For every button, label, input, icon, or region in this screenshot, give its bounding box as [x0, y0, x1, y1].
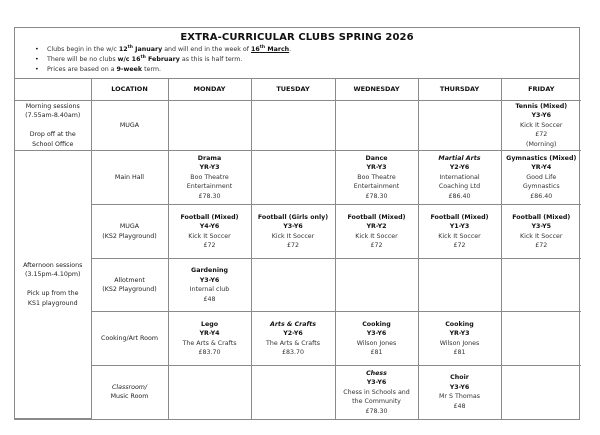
table-row: [15, 366, 581, 419]
cell-wednesday-empty: [335, 101, 418, 151]
club-choir-thursday: Choir Y3-Y6 Mr S Thomas £48: [418, 366, 501, 419]
cell-thursday-empty: [418, 259, 501, 312]
header-friday: FRIDAY: [501, 79, 581, 101]
afternoon-session-label: Afternoon sessions (3.15pm-4.10pm) Pick up from the KS1 playground: [15, 151, 91, 419]
location-main-hall: Main Hall: [91, 151, 168, 205]
header-location: LOCATION: [91, 79, 168, 101]
club-dance-wednesday: Dance YR-Y3 Boo Theatre Entertainment £78.30: [335, 151, 418, 205]
location-muga-morning: MUGA: [91, 101, 168, 151]
table-row: [15, 101, 581, 151]
club-martial-arts-thursday: Martial Arts Y2-Y6 International Coaching Ltd £86.40: [418, 151, 501, 205]
header-row: [15, 79, 581, 101]
cell-wednesday-empty: [335, 259, 418, 312]
club-gymnastics-friday: Gymnastics (Mixed) YR-Y4 Good Life Gymnastics £86.40: [501, 151, 581, 205]
page-title: EXTRA-CURRICULAR CLUBS SPRING 2026: [180, 32, 414, 43]
club-football-tuesday: Football (Girls only) Y3-Y6 Kick It Soccer £72: [251, 205, 335, 259]
club-football-friday: Football (Mixed) Y3-Y5 Kick It Soccer £72: [501, 205, 581, 259]
location-muga-ks2: MUGA (KS2 Playground): [91, 205, 168, 259]
intro-section: [15, 28, 579, 79]
club-drama-monday: Drama YR-Y3 Boo Theatre Entertainment £78.30: [168, 151, 251, 205]
cell-tuesday-empty: [251, 366, 335, 419]
club-cooking-thursday: Cooking YR-Y3 Wilson Jones £81: [418, 312, 501, 366]
location-cooking-art-room: Cooking/Art Room: [91, 312, 168, 366]
header-tuesday: TUESDAY: [251, 79, 335, 101]
club-arts-crafts-tuesday: Arts & Crafts Y2-Y6 The Arts & Crafts £83.70: [251, 312, 335, 366]
cell-tuesday-empty: [251, 259, 335, 312]
header-wednesday: WEDNESDAY: [335, 79, 418, 101]
morning-session-label: Morning sessions (7.55am-8.40am) Drop off at the School Office: [15, 101, 91, 151]
clubs-timetable-document: [14, 27, 580, 420]
table-row: [15, 259, 581, 312]
cell-monday-empty: [168, 101, 251, 151]
club-football-monday: Football (Mixed) Y4-Y6 Kick It Soccer £72: [168, 205, 251, 259]
club-football-thursday: Football (Mixed) Y1-Y3 Kick It Soccer £72: [418, 205, 501, 259]
note-start-end: • Clubs begin in the w/c 12th January and will end in the week of 16th March.: [35, 45, 291, 55]
note-pricing: • Prices are based on a 9-week term.: [35, 65, 291, 75]
table-row: [15, 205, 581, 259]
table-row: [15, 151, 581, 205]
club-cooking-wednesday: Cooking Y3-Y6 Wilson Jones £81: [335, 312, 418, 366]
club-chess-wednesday: Chess Y3-Y6 Chess in Schools and the Community £78.30: [335, 366, 418, 419]
cell-monday-empty: [168, 366, 251, 419]
header-thursday: THURSDAY: [418, 79, 501, 101]
location-classroom-music-room: Classroom/ Music Room: [91, 366, 168, 419]
header-monday: MONDAY: [168, 79, 251, 101]
header-blank: [15, 79, 91, 101]
cell-thursday-empty: [418, 101, 501, 151]
cell-friday-empty: [501, 312, 581, 366]
cell-friday-empty: [501, 366, 581, 419]
cell-tuesday-empty: [251, 151, 335, 205]
location-allotment: Allotment (KS2 Playground): [91, 259, 168, 312]
notes-list: [35, 45, 291, 75]
note-half-term: • There will be no clubs w/c 16th February as this is half term.: [35, 55, 291, 65]
club-tennis-friday: Tennis (Mixed) Y3-Y6 Kick It Soccer £72 (Morning): [501, 101, 581, 151]
cell-friday-empty: [501, 259, 581, 312]
club-football-wednesday: Football (Mixed) YR-Y2 Kick It Soccer £72: [335, 205, 418, 259]
table-row: [15, 312, 581, 366]
cell-tuesday-empty: [251, 101, 335, 151]
club-lego-monday: Lego YR-Y4 The Arts & Crafts £83.70: [168, 312, 251, 366]
clubs-table: [15, 79, 581, 419]
club-gardening-monday: Gardening Y3-Y6 Internal club £48: [168, 259, 251, 312]
